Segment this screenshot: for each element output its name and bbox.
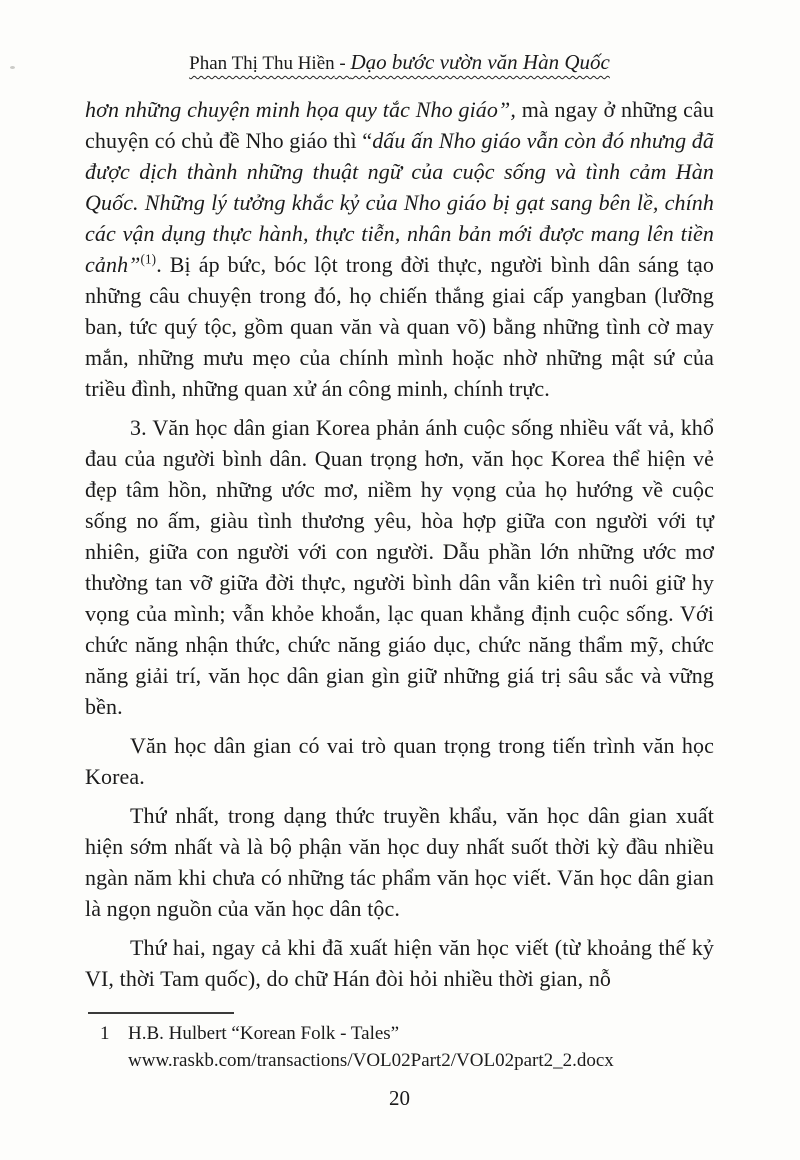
quoted-text-run: hơn những chuyện minh họa quy tắc Nho giáo”, bbox=[85, 97, 516, 122]
footnote-reference: (1) bbox=[140, 251, 157, 267]
running-header-text bbox=[189, 50, 610, 77]
body-text-run: Văn học dân gian có vai trò quan trọng trong tiến trình văn học Korea. bbox=[85, 733, 714, 789]
header-book-title: Dạo bước vườn văn Hàn Quốc bbox=[350, 50, 610, 74]
footnote-marker: 1 bbox=[100, 1023, 110, 1044]
footnote-url: www.raskb.com/transactions/VOL02Part2/VOL02part2_2.docx bbox=[128, 1050, 614, 1071]
body-text-run: Thứ hai, ngay cả khi đã xuất hiện văn học viết (từ khoảng thế kỷ VI, thời Tam quốc), do chữ Hán đòi hỏi nhiều thời gian, nỗ bbox=[85, 935, 714, 991]
running-header bbox=[85, 50, 714, 77]
body-paragraph bbox=[85, 800, 714, 924]
body-text-run: 3. Văn học dân gian Korea phản ánh cuộc sống nhiều vất vả, khổ đau của người bình dân. Quan trọng hơn, văn học Korea thể hiện vẻ đẹp tâm hồn, những ước mơ, niềm hy vọng của họ hướng về cuộc sống no ấm, giàu tình thương yêu, hòa hợp giữa con người với tự nhiên, giữa con người với con người. Dẫu phần lớn những ước mơ thường tan vỡ giữa đời thực, người bình dân vẫn kiên trì nuôi giữ hy vọng của mình; vẫn khỏe khoắn, lạc quan khẳng định cuộc sống. Với chức năng nhận thức, chức năng giáo dục, chức năng thẩm mỹ, chức năng giải trí, văn học dân gian gìn giữ những giá trị sâu sắc và vững bền. bbox=[85, 415, 714, 719]
body-paragraph bbox=[85, 94, 714, 404]
header-author: Phan Thị Thu Hiền bbox=[189, 53, 335, 74]
page-number: 20 bbox=[389, 1086, 410, 1110]
body-paragraph bbox=[85, 932, 714, 994]
footnote-body bbox=[128, 1020, 714, 1074]
footnote bbox=[100, 1020, 714, 1074]
quoted-text-run: dấu ấn Nho giáo vẫn còn đó nhưng đã được dịch thành những thuật ngữ của cuộc sống và tình cảm Hàn Quốc. Những lý tưởng khắc kỷ của Nho giáo bị gạt sang bên lề, chính các vận dụng thực hành, thực tiễn, nhân bản mới được mang lên tiền cảnh” bbox=[85, 128, 715, 277]
footnote-rule bbox=[88, 1012, 234, 1014]
body-paragraph bbox=[85, 412, 714, 722]
header-separator: - bbox=[334, 53, 351, 74]
body-text-run: . Bị áp bức, bóc lột trong đời thực, người bình dân sáng tạo những câu chuyện trong đó, họ chiến thắng giai cấp yangban (lưỡng ban, tức quý tộc, gồm quan văn và quan võ) bằng những tình cờ may mắn, những mưu mẹo của chính mình hoặc nhờ những mật sứ của triều đình, những quan xử án công minh, chính trực. bbox=[85, 252, 714, 401]
body-text-run: mà ngay ở những câu chuyện có chủ đề Nho giáo thì “ bbox=[85, 97, 714, 153]
footnote-citation: H.B. Hulbert “Korean Folk - Tales” bbox=[128, 1023, 400, 1044]
body-text bbox=[85, 94, 714, 1002]
scan-artifact bbox=[10, 66, 15, 69]
body-paragraph bbox=[85, 730, 714, 792]
body-text-run: Thứ nhất, trong dạng thức truyền khẩu, văn học dân gian xuất hiện sớm nhất và là bộ phận văn học duy nhất suốt thời kỳ đầu nhiều ngàn năm khi chưa có những tác phẩm văn học viết. Văn học dân gian là ngọn nguồn của văn học dân tộc. bbox=[85, 803, 714, 921]
